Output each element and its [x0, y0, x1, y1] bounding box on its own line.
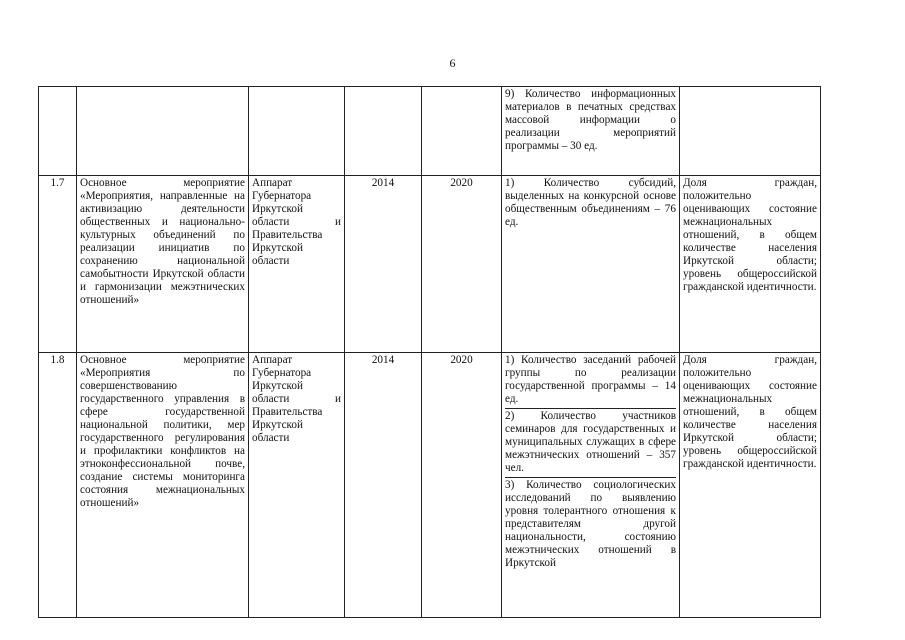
indicator-item: 3) Количество социологических исследований по выявлению уровня толерантного отношения к представителям другой национальности, состоянию межэтнических отношений в Иркутской	[505, 477, 676, 572]
target-cell: Доля граждан, положительно оценивающих состояние межнациональных отношений, в общем количестве населения Иркутской области; уровень общероссийской гражданской идентичности.	[680, 176, 821, 353]
page-number: 6	[449, 56, 456, 70]
indicators-cell	[502, 176, 680, 353]
indicators-cell	[502, 87, 680, 176]
indicator-item: 2) Количество участников семинаров для государственных и муниципальных служащих в сфере межэтнических отношений – 357 чел.	[505, 408, 676, 477]
executor-cell: Аппарат Губернатора Иркутской области и Правительства Иркутской области	[249, 176, 345, 353]
start-year-cell: 2014	[345, 353, 422, 618]
end-year-cell: 2020	[422, 353, 502, 618]
end-year-cell	[422, 87, 502, 176]
program-activities-table	[38, 86, 821, 618]
table-row	[39, 176, 821, 353]
indicator-item: 1) Количество субсидий, выделенных на конкурсной основе общественным объединениям – 76 ед.	[505, 177, 676, 228]
row-number	[39, 87, 77, 176]
activity-cell	[77, 87, 249, 176]
target-cell	[680, 87, 821, 176]
row-number: 1.7	[39, 176, 77, 353]
activity-cell: Основное мероприятие «Мероприятия по совершенствованию государственного управления в сфере государственной национальной политики, мер государственного регулирования и профилактики конфликтов на этноконфессиональной почве, создание системы мониторинга состояния межнациональных отношений»	[77, 353, 249, 618]
indicator-item: 9) Количество информационных материалов в печатных средствах массовой информации о реализации мероприятий программы – 30 ед.	[505, 88, 676, 152]
executor-cell	[249, 87, 345, 176]
indicators-cell	[502, 353, 680, 618]
target-cell: Доля граждан, положительно оценивающих состояние межнациональных отношений, в общем количестве населения Иркутской области; уровень общероссийской гражданской идентичности.	[680, 353, 821, 618]
executor-cell: Аппарат Губернатора Иркутской области и Правительства Иркутской области	[249, 353, 345, 618]
row-number: 1.8	[39, 353, 77, 618]
indicator-item: 1) Количество заседаний рабочей группы по реализации государственной программы – 14 ед.	[505, 354, 676, 405]
activity-cell: Основное мероприятие «Мероприятия, направленные на активизацию деятельности общественных и национально-культурных объединений по реализации инициатив по сохранению национальной самобытности Иркутской области и гармонизации межэтнических отношений»	[77, 176, 249, 353]
start-year-cell: 2014	[345, 176, 422, 353]
start-year-cell	[345, 87, 422, 176]
end-year-cell: 2020	[422, 176, 502, 353]
table-row	[39, 353, 821, 618]
table-row	[39, 87, 821, 176]
